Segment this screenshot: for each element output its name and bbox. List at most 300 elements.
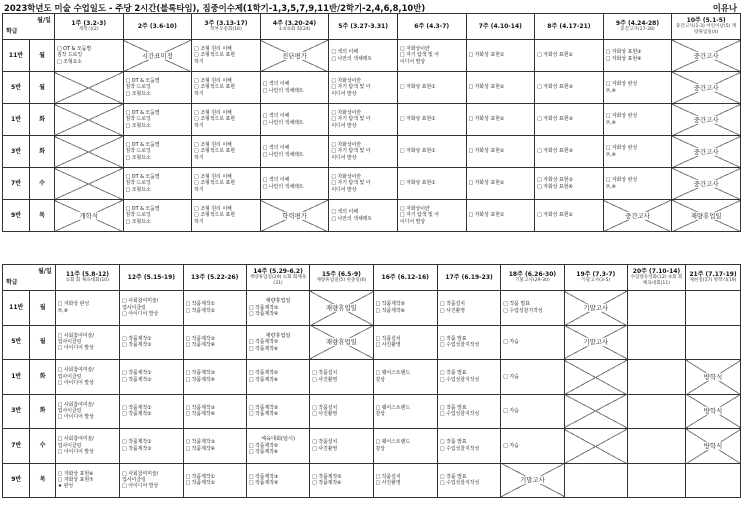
week-event: 중간고사(1-3) 어린이날(5) 재량휴업일(4) <box>675 24 737 36</box>
class-label: 9반 <box>3 200 30 232</box>
lesson-item: □ 작품제작⑥ <box>248 376 279 383</box>
lesson-item: 업사이클링 <box>122 304 146 311</box>
lesson-item: □ 작품제작⑤ <box>248 404 279 411</box>
lesson-cell <box>183 360 246 395</box>
lesson-item: 짐작 드로잉 <box>125 180 151 187</box>
lesson-item: □ 자습 <box>503 408 519 415</box>
crossed-cell-note <box>565 304 627 312</box>
lesson-item: □ 조형요소 <box>125 90 151 97</box>
week-event: 학부모총회(16) <box>210 27 242 33</box>
lesson-cell <box>246 325 309 360</box>
class-label: 5반 <box>3 325 30 360</box>
lesson-item: □ 사회참여미술/ <box>57 401 94 408</box>
lesson-item: □ 자화상 표현③ <box>537 84 573 91</box>
crossed-cell <box>310 325 373 360</box>
lesson-item: □ 작품제작⑥ <box>312 480 342 487</box>
crossed-cell-note <box>672 115 740 123</box>
day-label: 화 <box>30 394 55 429</box>
lesson-cell <box>123 136 192 168</box>
class-rows <box>3 291 741 498</box>
crossed-cell-text: 방학식 <box>703 441 723 450</box>
lesson-item: □ 웨어스트랜드 <box>375 439 411 446</box>
crossed-cell <box>672 72 741 104</box>
lesson-item: □ 조형요소 <box>125 122 151 129</box>
crossed-cell-text: 기말고사 <box>583 338 609 347</box>
week-event: ①회 회 체육대회(10) <box>65 278 110 284</box>
lesson-item: □ 작품 발표 <box>439 335 467 342</box>
crossed-cell-text: 중간고사 <box>693 147 719 156</box>
lesson-cell <box>192 40 261 72</box>
lesson-item: □ 조형 원리 이해 <box>194 141 232 148</box>
lesson-cell <box>397 136 466 168</box>
week-event: ①②③회 회(24) <box>278 27 311 33</box>
lesson-item: 업사이클링 <box>57 339 82 346</box>
week-label: 13주 (5.22-26) <box>190 273 239 281</box>
crossed-cell-text: 재량휴업일 <box>325 303 357 312</box>
crossed-cell <box>672 200 741 232</box>
lesson-item: ⑦,⑧ <box>605 119 617 126</box>
lesson-item: □ 조형요소 <box>56 58 83 65</box>
empty-cell <box>686 291 741 326</box>
lesson-item: 업사이클링 <box>57 442 82 449</box>
lesson-cell <box>501 360 564 395</box>
lesson-item: □ 자화상 완성 <box>605 113 638 120</box>
week-label: 20주 (7.10-14) <box>632 267 681 275</box>
lesson-cell <box>310 394 373 429</box>
day-label: 수 <box>30 168 55 200</box>
week-header <box>246 265 309 291</box>
lesson-cell <box>246 463 309 498</box>
lesson-item: 하기 <box>194 218 204 225</box>
lesson-cell <box>373 291 437 326</box>
lesson-cell <box>192 104 261 136</box>
lesson-note: 재량휴업일 <box>265 298 291 304</box>
lesson-item: □ 조형적으로 표현 <box>194 148 235 155</box>
lesson-cell <box>373 463 437 498</box>
lesson-item: □ 자기 탐색 및 아 <box>399 52 440 59</box>
lesson-cell <box>603 72 672 104</box>
crossed-cell <box>310 291 373 326</box>
lesson-item: 이디어 발상 <box>399 218 426 225</box>
lesson-item: 짐작 드로잉 <box>125 212 151 219</box>
lesson-item: □ OT & 모둠별 <box>56 45 92 52</box>
lesson-cell <box>535 136 604 168</box>
empty-cell <box>627 325 685 360</box>
lesson-cell <box>260 104 329 136</box>
week-header <box>373 265 437 291</box>
lesson-cell <box>123 200 192 232</box>
week-label: 6주 (4.3-7) <box>414 22 450 30</box>
day-label: 목 <box>30 463 55 498</box>
class-label: 9반 <box>3 463 30 498</box>
lesson-item: □ 색의 이해 <box>262 113 290 120</box>
week-label: 14주 (5.29-6.2) <box>253 267 303 275</box>
lesson-item: □ 작품제작② <box>122 342 152 349</box>
lesson-item: 하기 <box>194 90 204 97</box>
lesson-item: □ 자화상 표현② <box>537 52 573 59</box>
lesson-item: □ 자화상 표현① <box>468 52 505 59</box>
lesson-cell <box>373 325 437 360</box>
day-label: 화 <box>30 136 55 168</box>
day-label: 월 <box>30 325 55 360</box>
crossed-cell-text: 기말고사 <box>520 476 545 485</box>
lesson-plan-table-semester-part2 <box>2 264 741 498</box>
lesson-cell <box>310 429 373 464</box>
week-label: 19주 (7.3-7) <box>576 270 616 278</box>
week-event: 재량휴업일(5) 현충일(6) <box>316 278 367 284</box>
corner-class-label: 학급 <box>6 28 18 36</box>
week-header <box>120 265 183 291</box>
lesson-item: □ 조형적으로 표현 <box>194 212 235 219</box>
lesson-cell <box>55 463 119 498</box>
class-label: 3반 <box>3 136 30 168</box>
lesson-cell <box>466 136 535 168</box>
lesson-item: □ 색의 이해 <box>262 81 290 88</box>
week-event: 수업량유연화(12) ③회 회체육대회(11) <box>630 275 683 287</box>
lesson-item: □ 나만의 색채레트 <box>262 119 304 126</box>
lesson-cell <box>310 360 373 395</box>
crossed-cell-note <box>686 373 740 381</box>
crossed-cell <box>260 200 329 232</box>
lesson-note: 체육대회(임시) <box>260 436 296 442</box>
crossed-cell-text: 개학식 <box>79 211 99 220</box>
lesson-item: □ 조형 원리 이해 <box>194 173 232 180</box>
week-label: 10주 (5.1-5) <box>686 16 726 24</box>
week-label: 2주 (3.6-10) <box>137 22 177 30</box>
lesson-item: □ 자화상 표현① <box>468 212 505 219</box>
empty-cell <box>627 360 685 395</box>
crossed-cell <box>54 136 123 168</box>
day-label: 수 <box>30 429 55 464</box>
lesson-item: □ 작품제작④ <box>185 376 215 383</box>
crossed-cell <box>564 291 627 326</box>
lesson-item: □ 자습 <box>503 373 519 380</box>
lesson-item: □ 사진촬영 <box>375 480 401 487</box>
week-header <box>310 265 373 291</box>
table-row <box>3 40 741 72</box>
lesson-cell <box>501 291 564 326</box>
lesson-cell <box>535 40 604 72</box>
lesson-item: □ 작품설치 <box>375 473 401 480</box>
crossed-cell-text: 중간고사 <box>693 51 719 60</box>
crossed-cell-note <box>261 211 329 219</box>
lesson-item: □ OT & 모둠별 <box>125 109 160 116</box>
lesson-item: □ 조형요소 <box>125 218 151 225</box>
corner-date-label: 월/일 <box>37 268 52 275</box>
lesson-item: □ 수업성찰지작성 <box>439 411 480 418</box>
week-header-row <box>3 265 741 291</box>
lesson-item: □ 사회참여미술/ <box>57 436 94 443</box>
lesson-cell <box>437 291 500 326</box>
lesson-item: □ 작품설치 <box>312 439 338 446</box>
week-label: 17주 (6.19-23) <box>445 273 493 281</box>
lesson-cell <box>603 136 672 168</box>
lesson-item: □ 자화상 표현④ <box>605 55 642 62</box>
lesson-item: □ 자화상 완성 <box>605 145 638 152</box>
lesson-item: □ 작품제작⑥ <box>248 345 279 352</box>
lesson-item: □ 조형적으로 표현 <box>194 84 235 91</box>
lesson-cell <box>120 394 183 429</box>
lesson-cell <box>260 168 329 200</box>
lesson-item: □ 작품제작⑤ <box>375 301 405 308</box>
crossed-cell-text: 재량휴업일 <box>690 211 722 220</box>
crossed-cell <box>564 394 627 429</box>
lesson-item: □ 사회참여미술/ <box>122 470 159 477</box>
lesson-cell <box>603 40 672 72</box>
week-header <box>672 14 741 40</box>
week-header <box>603 14 672 40</box>
table-row <box>3 72 741 104</box>
empty-cell <box>627 291 685 326</box>
lesson-item: □ 작품제작③ <box>185 439 215 446</box>
lesson-item: □ 사진촬영 <box>312 376 338 383</box>
lesson-cell <box>55 429 119 464</box>
lesson-cell <box>120 325 183 360</box>
lesson-item: □ 자습 <box>503 442 519 449</box>
lesson-cell <box>246 291 309 326</box>
lesson-cell <box>123 72 192 104</box>
table-row <box>3 360 741 395</box>
lesson-cell <box>501 325 564 360</box>
lesson-cell <box>373 429 437 464</box>
week-header <box>329 14 398 40</box>
lesson-cell <box>55 394 119 429</box>
week-header <box>54 14 123 40</box>
crossed-cell-note <box>310 338 372 346</box>
lesson-cell <box>183 394 246 429</box>
lesson-item: ⑦,⑧ <box>605 87 617 94</box>
lesson-cell <box>466 40 535 72</box>
lesson-item: □ 자화상이란 <box>331 141 362 148</box>
lesson-cell <box>183 463 246 498</box>
day-label: 월 <box>30 291 55 326</box>
lesson-item: 짐작 드로잉 <box>56 52 83 59</box>
lesson-item: □ 사진촬영 <box>312 445 338 452</box>
crossed-cell <box>686 429 741 464</box>
lesson-cell <box>246 360 309 395</box>
lesson-cell <box>183 429 246 464</box>
lesson-item: □ 작품제작① <box>185 301 215 308</box>
lesson-item: 짐작 드로잉 <box>125 148 151 155</box>
lesson-item: □ 아이디어 발상 <box>57 379 94 386</box>
table-row <box>3 291 741 326</box>
lesson-item: □ 아이디어 발상 <box>57 448 94 455</box>
lesson-item: □ 자기 탐색 및 아 <box>331 116 371 123</box>
empty-cell <box>627 429 685 464</box>
lesson-cell <box>437 429 500 464</box>
lesson-cell <box>260 72 329 104</box>
week-event: 제헌절(17) 방학식(19) <box>689 278 737 284</box>
lesson-item: □ 자화상 표현② <box>537 212 573 219</box>
empty-cell <box>686 463 741 498</box>
lesson-item: □ 사진촬영 <box>312 411 338 418</box>
lesson-item: □ 작품 발표 <box>439 404 467 411</box>
lesson-cell <box>535 104 604 136</box>
crossed-cell-note <box>501 476 563 484</box>
lesson-cell <box>466 168 535 200</box>
lesson-item: □ 작품설치 <box>375 335 401 342</box>
crossed-cell-text: 기말고사 <box>583 303 609 312</box>
week-header <box>55 265 119 291</box>
week-header <box>123 14 192 40</box>
table-row <box>3 136 741 168</box>
lesson-item: □ 자화상 표현④ <box>537 183 573 190</box>
lesson-item: □ 자화상이란 <box>331 173 362 180</box>
week-label: 11주 (5.8-12) <box>65 270 110 278</box>
lesson-item: 업사이클링 <box>57 408 82 415</box>
lesson-item: ⑦,⑧ <box>57 307 69 314</box>
lesson-item: □ 나만의 색채레트 <box>331 215 373 222</box>
lesson-cell <box>260 136 329 168</box>
lesson-item: □ 사회참여미술/ <box>57 332 94 339</box>
crossed-cell-note <box>686 442 740 450</box>
crossed-cell <box>672 136 741 168</box>
lesson-item: 업사이클링 <box>122 477 146 484</box>
week-event: 개학식(2) <box>78 27 99 33</box>
class-label: 7반 <box>3 429 30 464</box>
lesson-cell <box>54 40 123 72</box>
corner-header <box>3 265 56 291</box>
lesson-item: □ 조형 원리 이해 <box>194 45 232 52</box>
crossed-cell-text: 학력평가 <box>282 211 307 220</box>
author-name: 이유나 <box>712 3 737 13</box>
lesson-cell <box>397 40 466 72</box>
lesson-item: □ 작품제작③ <box>248 304 279 311</box>
lesson-item: □ 자화상 표현③ <box>537 116 573 123</box>
lesson-item: □ 색의 이해 <box>262 177 290 184</box>
class-label: 11반 <box>3 291 30 326</box>
crossed-cell <box>603 200 672 232</box>
crossed-cell-note <box>55 211 123 219</box>
lesson-item: □ 작품 발표 <box>503 301 530 308</box>
lesson-item: 짐작 드로잉 <box>125 116 151 123</box>
lesson-item: 감상 <box>375 445 385 452</box>
lesson-item: □ 수업성찰지작성 <box>503 307 543 314</box>
table-row <box>3 325 741 360</box>
lesson-cell <box>329 104 398 136</box>
table-row <box>3 104 741 136</box>
crossed-cell <box>54 168 123 200</box>
lesson-item: 감상 <box>375 411 385 418</box>
lesson-cell <box>329 72 398 104</box>
lesson-item: □ 나만의 색채레트 <box>262 151 304 158</box>
lesson-item: □ 사진촬영 <box>375 342 401 349</box>
lesson-item: □ 자기 탐색 및 아 <box>331 84 371 91</box>
lesson-item: □ 아이디어 발상 <box>57 345 94 352</box>
lesson-item: □ OT & 모둠별 <box>125 77 160 84</box>
lesson-item: □ 색의 이해 <box>331 209 358 216</box>
lesson-cell <box>192 136 261 168</box>
crossed-cell-note <box>672 147 740 155</box>
lesson-cell <box>437 463 500 498</box>
crossed-cell <box>672 104 741 136</box>
lesson-cell <box>466 104 535 136</box>
lesson-cell <box>397 104 466 136</box>
week-label: 12주 (5.15-19) <box>127 273 176 281</box>
lesson-item: 하기 <box>194 122 204 129</box>
crossed-cell-note <box>261 51 329 59</box>
lesson-item: □ 자기 탐색 및 아 <box>331 180 371 187</box>
lesson-item: □ 자화상 표현③ <box>537 148 573 155</box>
lesson-cell <box>437 325 500 360</box>
lesson-cell <box>397 168 466 200</box>
lesson-item: □ 작품제작④ <box>248 480 279 487</box>
week-header-row <box>3 14 741 40</box>
lesson-item: □ 자화상 표현② <box>468 116 505 123</box>
lesson-cell <box>466 200 535 232</box>
lesson-cell <box>183 325 246 360</box>
lesson-item: □ 자화상 표현① <box>399 116 436 123</box>
lesson-item: □ 사회참여미술/ <box>57 367 94 374</box>
crossed-cell-text: 중간고사 <box>693 83 719 92</box>
lesson-item: ★ 완성 <box>57 483 74 490</box>
week-label: 3주 (3.13-17) <box>204 19 248 27</box>
table-row <box>3 200 741 232</box>
corner-date-label: 월/일 <box>37 17 51 24</box>
lesson-item: □ 작품제작⑤ <box>248 370 279 377</box>
lesson-item: □ 자기 탐색 및 아 <box>399 212 440 219</box>
lesson-item: □ 작품제작⑥ <box>375 307 405 314</box>
crossed-cell-text: 중간고사 <box>693 115 719 124</box>
lesson-cell <box>192 168 261 200</box>
lesson-item: □ 작품제작③ <box>185 404 215 411</box>
lesson-item: □ 작품제작① <box>185 473 215 480</box>
lesson-item: □ 사회참여미술/ <box>122 298 159 305</box>
crossed-cell-note <box>672 211 740 219</box>
day-label: 월 <box>30 40 55 72</box>
lesson-cell <box>535 200 604 232</box>
lesson-item: □ 작품설치 <box>312 404 338 411</box>
crossed-cell <box>260 40 329 72</box>
day-label: 화 <box>30 360 55 395</box>
week-event: 기말고사(3-5) <box>581 278 611 284</box>
lesson-item: □ 조형 원리 이해 <box>194 77 232 84</box>
lesson-item: □ 자화상이란 <box>331 109 362 116</box>
lesson-cell <box>246 394 309 429</box>
lesson-item: □ 작품제작② <box>122 445 152 452</box>
lesson-item: □ 작품설치 <box>439 301 465 308</box>
week-header <box>535 14 604 40</box>
lesson-cell <box>120 291 183 326</box>
lesson-cell <box>397 200 466 232</box>
lesson-item: □ 아이디어 발상 <box>122 310 159 317</box>
lesson-cell <box>329 168 398 200</box>
lesson-item: 하기 <box>194 186 204 193</box>
lesson-item: □ 수업성찰지작성 <box>439 342 480 349</box>
lesson-item: □ 조형적으로 표현 <box>194 52 235 59</box>
crossed-cell-note <box>686 407 740 415</box>
lesson-cell <box>123 104 192 136</box>
crossed-cell-note <box>672 51 740 59</box>
week-event: 중간고사(27-28) <box>620 27 655 33</box>
lesson-item: □ 조형요소 <box>125 154 151 161</box>
lesson-item: □ 나만의 색채레트 <box>262 87 304 94</box>
lesson-item: 감상 <box>375 376 385 383</box>
lesson-item: □ 자화상 표현① <box>399 148 436 155</box>
lesson-item: □ 작품제작④ <box>248 311 279 318</box>
lesson-cell <box>501 394 564 429</box>
lesson-item: □ OT & 모둠별 <box>125 141 160 148</box>
lesson-item: □ 아이디어 발상 <box>57 414 94 421</box>
crossed-cell <box>501 463 564 498</box>
week-label: 8주 (4.17-21) <box>547 22 591 30</box>
lesson-item: ⑦,⑧ <box>605 183 617 190</box>
lesson-item: 하기 <box>194 154 204 161</box>
lesson-item: □ OT & 모둠별 <box>125 205 160 212</box>
lesson-item: □ 사진촬영 <box>439 307 465 314</box>
week-event: 기말고사(29-30) <box>515 278 550 284</box>
week-label: 16주 (6.12-16) <box>381 273 429 281</box>
